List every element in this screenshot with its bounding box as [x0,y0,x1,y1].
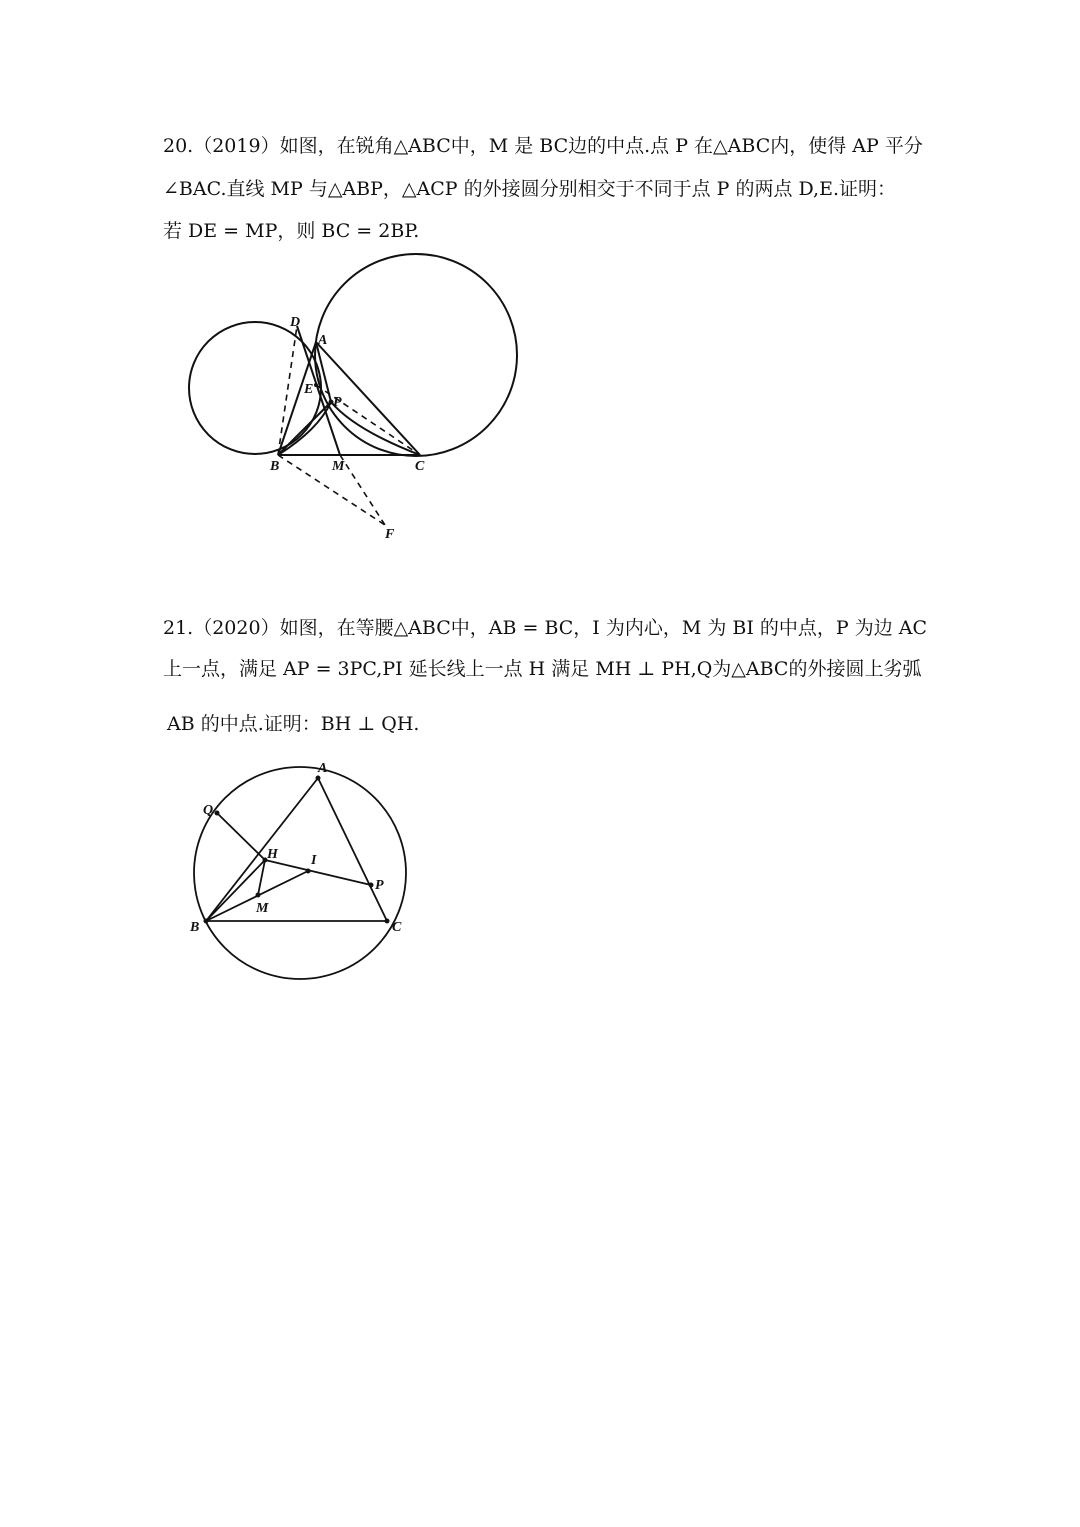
label-p: P [333,395,342,410]
circumcircle [194,767,406,979]
label-m: M [332,459,345,474]
label-c: C [415,459,425,474]
label-h: H [267,847,278,862]
problem-21-line-1: 21.（2020）如图，在等腰△ABC中，AB = BC，I 为内心，M 为 BI 的中点，P 为边 AC [163,617,927,639]
segment-hp [265,860,371,885]
problem-20-line-1: 20.（2019）如图，在锐角△ABC中，M 是 BC边的中点.点 P 在△ABC内，使得 AP 平分 [163,135,923,157]
segment-qh [217,813,265,860]
label-m: M [256,901,269,916]
label-a: A [318,333,328,348]
label-e: E [304,382,314,397]
label-b: B [270,459,280,474]
label-a: A [318,761,328,776]
label-d: D [290,315,301,330]
problem-20-line-2: ∠BAC.直线 MP 与△ABP，△ACP 的外接圆分别相交于不同于点 P 的两点 D,E.证明： [163,178,897,200]
problem-21-line-3: AB 的中点.证明：BH ⊥ QH. [167,713,420,735]
label-b: B [190,920,200,935]
label-c: C [392,920,402,935]
label-i: I [311,853,317,868]
label-q: Q [203,803,214,818]
problem-21-line-2: 上一点，满足 AP = 3PC,PI 延长线上一点 H 满足 MH ⊥ PH,Q为△ABC的外接圆上劣弧 [163,658,922,680]
problem-20-line-3: 若 DE = MP，则 BC = 2BP. [163,220,420,242]
label-p: P [375,878,384,893]
label-f: F [385,527,395,542]
